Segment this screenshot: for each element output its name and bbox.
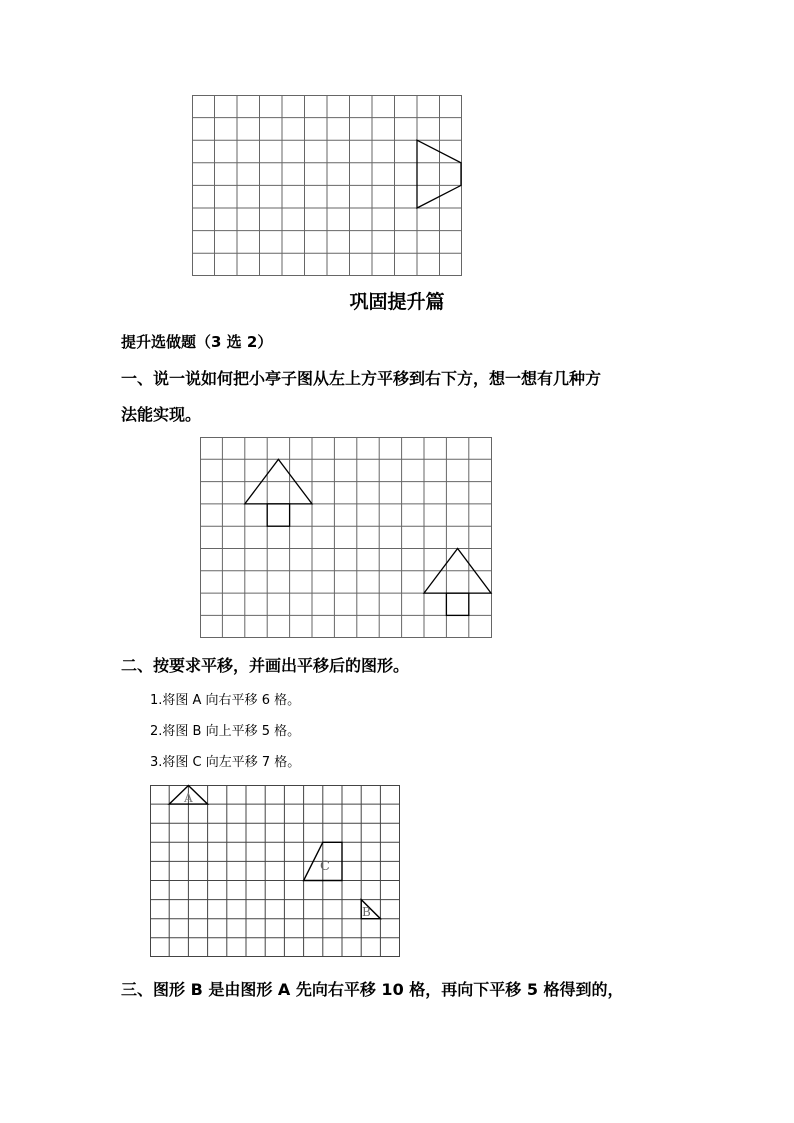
figure-b-label: B	[362, 905, 371, 919]
question-2-heading: 二、按要求平移，并画出平移后的图形。	[121, 656, 410, 675]
pavilion-lower-right	[424, 549, 491, 616]
pavilion-upper-left	[245, 459, 312, 526]
figure-c-label: C	[320, 859, 330, 874]
question-2-item-3: 3.将图 C 向左平移 7 格。	[150, 755, 301, 770]
question-1-line-1: 一、说一说如何把小亭子图从左上方平移到右下方，想一想有几种方	[121, 369, 602, 388]
grid-3-abc-figure	[150, 785, 400, 957]
section-title: 巩固提升篇	[349, 291, 445, 313]
figure-a-label: A	[184, 791, 193, 805]
grid-1-figure	[192, 95, 462, 276]
question-2-item-2: 2.将图 B 向上平移 5 格。	[150, 724, 301, 739]
optional-heading: 提升选做题（3 选 2）	[121, 333, 273, 351]
grid-2-pavilion-figure	[200, 437, 492, 638]
question-3-line-1: 三、图形 B 是由图形 A 先向右平移 10 格，再向下平移 5 格得到的，	[121, 980, 624, 999]
question-2-item-1: 1.将图 A 向右平移 6 格。	[150, 693, 301, 708]
question-1-line-2: 法能实现。	[121, 405, 202, 424]
